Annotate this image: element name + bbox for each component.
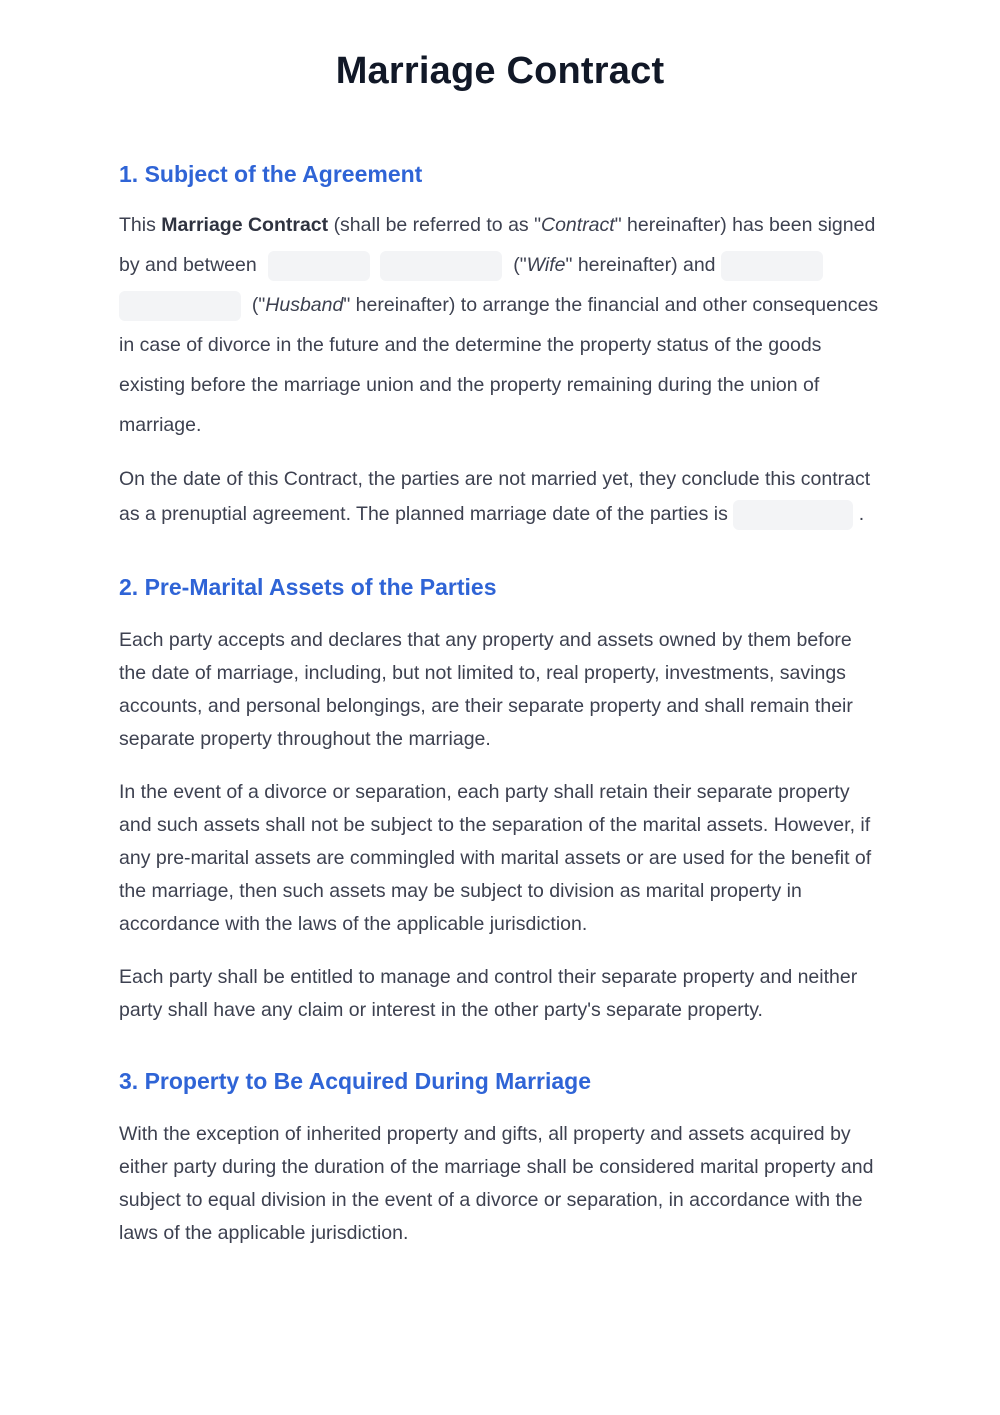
section-subject-of-agreement [119, 157, 884, 534]
contract-name-bold: Marriage Contract [161, 214, 329, 236]
section-heading: 1. Subject of the Agreement [119, 161, 423, 187]
paragraph-parties: This Marriage Contract (shall be referred to as "Contract" hereinafter) has been signed by and between ("Wife" hereinafter) and ("Husband" hereinafter) to arrange the financial and other consequences in case of divorce in the future and the determine the property status of the goods existing before the marriage union and the property remaining during the union of marriage. [119, 214, 879, 436]
paragraph-marriage-date: On the date of this Contract, the parties are not married yet, they conclude this contract as a prenuptial agreement. The planned marriage date of the parties is . [119, 463, 884, 534]
paragraph: In the event of a divorce or separation, each party shall retain their separate property and such assets shall not be subject to the separation of the marital assets. However, if any pre-marital assets are commingled with marital assets or are used for the benefit of the marriage, then such assets may be subject to division as marital property in accordance with the laws of the applicable jurisdiction. [119, 781, 872, 935]
document-body [119, 157, 884, 1250]
section-property-during-marriage [119, 1064, 884, 1250]
document-title: Marriage Contract [335, 50, 665, 92]
wife-last-name-field[interactable] [380, 251, 502, 281]
paragraph: Each party shall be entitled to manage and control their separate property and neither party shall have any claim or interest in the other party's separate property. [119, 966, 858, 1021]
section-pre-marital-assets [119, 570, 884, 1027]
husband-last-name-field[interactable] [119, 291, 241, 321]
husband-first-name-field[interactable] [721, 251, 823, 281]
section-heading: 2. Pre-Marital Assets of the Parties [119, 574, 497, 600]
marriage-date-field[interactable] [733, 500, 853, 530]
paragraph: Each party accepts and declares that any property and assets owned by them before the date of marriage, including, but not limited to, real property, investments, savings accounts, and personal belongings, are their separate property and shall remain their separate property throughout the marriage. [119, 629, 853, 750]
wife-first-name-field[interactable] [268, 251, 370, 281]
section-heading: 3. Property to Be Acquired During Marriage [119, 1068, 592, 1094]
paragraph: With the exception of inherited property and gifts, all property and assets acquired by either party during the duration of the marriage shall be considered marital property and subject to equal division in the event of a divorce or separation, in accordance with the laws of the applicable jurisdiction. [119, 1123, 874, 1244]
